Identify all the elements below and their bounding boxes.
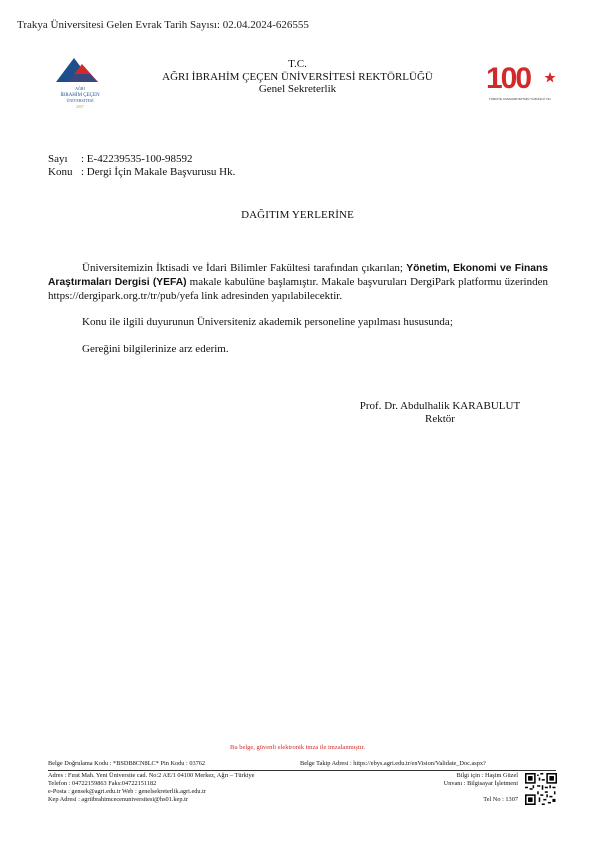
journal-name: Yönetim, Ekonomi ve Finans Araştırmaları Dergisi (YEFA) <box>48 263 548 288</box>
tracking-link[interactable]: Belge Takip Adresi : https://ebys.agri.edu.tr/enVision/Validate_Doc.aspx? <box>300 760 486 767</box>
tel-no: Tel No : 1307 <box>483 796 518 803</box>
centenary-logo <box>484 60 558 106</box>
info-person: Bilgi için : Haşim Güzel <box>456 772 518 779</box>
paragraph-2: Konu ile ilgili duyurunun Üniversiteniz akademik personeline yapılması hususunda; <box>82 316 453 329</box>
centenary-caption: TÜRKİYE CUMHURİYETİ'NİN YÜZÜNCÜ YILI <box>489 97 551 101</box>
paragraph-3: Gereğini bilgilerinize arz ederim. <box>82 343 229 356</box>
signer-title: Rektör <box>425 413 455 425</box>
address-block <box>48 772 348 804</box>
sayi-value: : E-42239535-100-98592 <box>81 153 193 165</box>
verify-code: Belge Doğrulama Kodu : *BSDB8CN8LC* Pin Kodu : 03762 <box>48 760 206 767</box>
signer-name: Prof. Dr. Abdulhalik KARABULUT <box>359 400 521 412</box>
document-meta <box>48 153 235 179</box>
konu-value: : Dergi İçin Makale Başvurusu Hk. <box>81 166 236 178</box>
logo-text-1: AĞRI <box>75 86 85 91</box>
incoming-stamp: Trakya Üniversitesi Gelen Evrak Tarih Sayısı: 02.04.2024-626555 <box>17 19 309 31</box>
paragraph-1 <box>48 262 548 302</box>
email-web[interactable]: e-Posta : gensek@agri.edu.tr Web : genelsekreterlik.agri.edu.tr <box>48 788 206 795</box>
signature-block <box>330 400 550 426</box>
logo-text-4: 2007 <box>76 104 84 109</box>
phone: Telefon : 04722159863 Faks:04722151182 <box>48 780 157 787</box>
contact-block <box>400 772 518 804</box>
sayi-label: Sayı <box>48 153 68 165</box>
verification-row <box>48 760 556 767</box>
address: Adres : Fırat Mah. Yeni Üniversite cad. No:2 AE/1 04100 Merkez, Ağrı – Türkiye <box>48 772 255 779</box>
department-name: Genel Sekreterlik <box>258 83 337 95</box>
letter-body <box>48 262 548 370</box>
konu-label: Konu <box>48 166 73 178</box>
logo-text-3: ÜNİVERSİTESİ <box>66 98 94 103</box>
e-signature-note: Bu belge, güvenli elektronik imza ile imzalanmıştır. <box>229 744 366 751</box>
centenary-number: 100 <box>486 62 531 95</box>
distribution-heading: DAĞITIM YERLERİNE <box>241 209 354 221</box>
p1-start: Üniversitemizin İktisadi ve İdari Bilimler Fakültesi tarafından çıkarılan; <box>82 262 407 274</box>
qr-code-icon <box>525 773 557 805</box>
info-title: Unvanı : Bilgisayar İşletmeni <box>443 780 518 787</box>
footer-divider <box>48 770 556 771</box>
p1-end: makale kabulüne başlamıştır. Makale başvuruları DergiPark platformu üzerinden https://dergipark.org.tr/tr/pub/yefa link adresinden yapılabilecektir. <box>48 275 548 302</box>
kep-address: Kep Adresi : agriibrahimcecenuniversitesi@hs01.kep.tr <box>48 796 188 803</box>
university-name: AĞRI İBRAHİM ÇEÇEN ÜNİVERSİTESİ REKTÖRLÜĞÜ <box>162 70 433 83</box>
tc-line: T.C. <box>288 58 307 70</box>
logo-text-2: İBRAHİM ÇEÇEN <box>60 93 100 98</box>
